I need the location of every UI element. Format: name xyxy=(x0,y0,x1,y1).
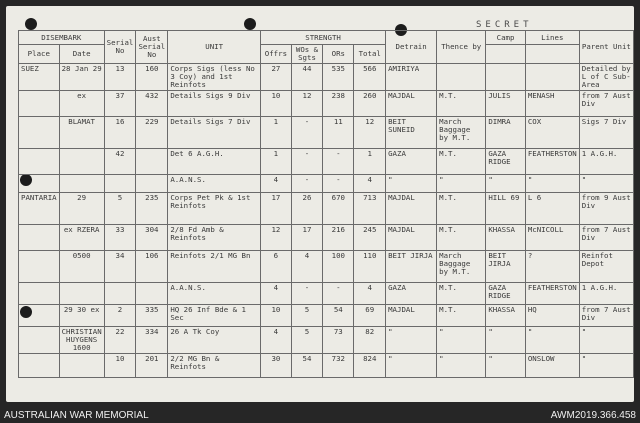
cell-offrs: 1 xyxy=(261,117,292,149)
cell-lines: HQ xyxy=(525,305,579,327)
cell-wos: 5 xyxy=(291,327,322,354)
cell-serial: 5 xyxy=(104,193,136,225)
cell-camp: JULIS xyxy=(486,91,526,117)
cell-date xyxy=(59,149,104,175)
cell-offrs: 10 xyxy=(261,305,292,327)
cell-thence: M.T. xyxy=(437,305,486,327)
cell-serial: 34 xyxy=(104,251,136,283)
movement-table xyxy=(18,30,634,378)
cell-parent: 1 A.G.H. xyxy=(579,283,633,305)
cell-place xyxy=(19,354,60,378)
cell-detrain: " xyxy=(386,175,437,193)
cell-thence: " xyxy=(437,175,486,193)
cell-aust xyxy=(136,149,168,175)
header-camp-spacer xyxy=(486,45,526,64)
footer-credit: AUSTRALIAN WAR MEMORIAL xyxy=(4,410,149,421)
cell-unit: Corps Sigs (less No 3 Coy) and 1st Reinfots xyxy=(168,64,261,91)
header-parent-unit: Parent Unit xyxy=(579,31,633,64)
cell-camp: DIMRA xyxy=(486,117,526,149)
header-unit: UNIT xyxy=(168,31,261,64)
cell-serial xyxy=(104,175,136,193)
table-row xyxy=(19,354,634,378)
header-date: Date xyxy=(59,45,104,64)
header-camp: Camp xyxy=(486,31,526,45)
cell-place xyxy=(19,225,60,251)
cell-place xyxy=(19,251,60,283)
cell-unit: HQ 26 Inf Bde & 1 Sec xyxy=(168,305,261,327)
cell-detrain: " xyxy=(386,354,437,378)
cell-ors: - xyxy=(323,175,354,193)
header-thence-by: Thence by xyxy=(437,31,486,64)
cell-lines: FEATHERSTON xyxy=(525,149,579,175)
table-row xyxy=(19,64,634,91)
cell-wos: 17 xyxy=(291,225,322,251)
cell-date: 0500 xyxy=(59,251,104,283)
cell-total: 4 xyxy=(354,175,386,193)
cell-camp: " xyxy=(486,354,526,378)
cell-place xyxy=(19,327,60,354)
cell-aust xyxy=(136,175,168,193)
table-row xyxy=(19,193,634,225)
cell-ors: 11 xyxy=(323,117,354,149)
cell-ors: 732 xyxy=(323,354,354,378)
table-row xyxy=(19,149,634,175)
cell-unit: Details Sigs 7 Div xyxy=(168,117,261,149)
header-detrain: Detrain xyxy=(386,31,437,64)
cell-lines: L 6 xyxy=(525,193,579,225)
cell-parent: from 9 Aust Div xyxy=(579,193,633,225)
cell-camp: GAZA RIDGE xyxy=(486,149,526,175)
secret-stamp: SECRET xyxy=(476,20,533,30)
cell-offrs: 30 xyxy=(261,354,292,378)
cell-unit: Reinfots 2/1 MG Bn xyxy=(168,251,261,283)
header-disembark: DISEMBARK xyxy=(19,31,105,45)
cell-date xyxy=(59,175,104,193)
cell-lines: " xyxy=(525,175,579,193)
cell-date: CHRISTIAN HUYGENS 1600 xyxy=(59,327,104,354)
cell-wos: 5 xyxy=(291,305,322,327)
cell-offrs: 12 xyxy=(261,225,292,251)
cell-lines: ONSLOW xyxy=(525,354,579,378)
cell-thence: M.T. xyxy=(437,225,486,251)
cell-thence: M.T. xyxy=(437,149,486,175)
cell-lines: ? xyxy=(525,251,579,283)
cell-ors: 73 xyxy=(323,327,354,354)
table-row xyxy=(19,327,634,354)
cell-lines xyxy=(525,64,579,91)
header-offrs: Offrs xyxy=(261,45,292,64)
cell-unit: A.A.N.S. xyxy=(168,175,261,193)
cell-camp: GAZA RIDGE xyxy=(486,283,526,305)
cell-place xyxy=(19,117,60,149)
cell-parent: Sigs 7 Div xyxy=(579,117,633,149)
cell-total: 1 xyxy=(354,149,386,175)
cell-detrain: MAJDAL xyxy=(386,225,437,251)
footer-accession: AWM2019.366.458 xyxy=(550,410,636,421)
cell-aust xyxy=(136,283,168,305)
cell-date: 28 Jan 29 xyxy=(59,64,104,91)
cell-place xyxy=(19,149,60,175)
cell-wos: - xyxy=(291,117,322,149)
cell-date: BLAMAT xyxy=(59,117,104,149)
table-row xyxy=(19,225,634,251)
cell-wos: - xyxy=(291,149,322,175)
cell-unit: 2/8 Fd Amb & Reinfots xyxy=(168,225,261,251)
cell-aust: 201 xyxy=(136,354,168,378)
cell-unit: 26 A Tk Coy xyxy=(168,327,261,354)
cell-parent: " xyxy=(579,175,633,193)
cell-detrain: MAJDAL xyxy=(386,91,437,117)
cell-unit: A.A.N.S. xyxy=(168,283,261,305)
cell-total: 110 xyxy=(354,251,386,283)
cell-thence: M.T. xyxy=(437,91,486,117)
cell-ors: - xyxy=(323,283,354,305)
table-row xyxy=(19,117,634,149)
header-strength: STRENGTH xyxy=(261,31,386,45)
cell-date: 29 30 ex xyxy=(59,305,104,327)
cell-serial: 42 xyxy=(104,149,136,175)
cell-wos: 26 xyxy=(291,193,322,225)
cell-aust: 229 xyxy=(136,117,168,149)
footer-bar xyxy=(0,408,640,423)
cell-thence: " xyxy=(437,354,486,378)
cell-detrain: GAZA xyxy=(386,283,437,305)
cell-thence: " xyxy=(437,327,486,354)
cell-ors: 238 xyxy=(323,91,354,117)
cell-aust: 304 xyxy=(136,225,168,251)
header-lines-spacer xyxy=(525,45,579,64)
table-row xyxy=(19,175,634,193)
cell-serial: 22 xyxy=(104,327,136,354)
cell-offrs: 6 xyxy=(261,251,292,283)
cell-serial: 33 xyxy=(104,225,136,251)
cell-aust: 335 xyxy=(136,305,168,327)
cell-place xyxy=(19,283,60,305)
cell-detrain: GAZA xyxy=(386,149,437,175)
cell-ors: 535 xyxy=(323,64,354,91)
cell-lines: COX xyxy=(525,117,579,149)
cell-parent: from 7 Aust Div xyxy=(579,225,633,251)
cell-place xyxy=(19,91,60,117)
cell-lines: McNICOLL xyxy=(525,225,579,251)
cell-aust: 235 xyxy=(136,193,168,225)
cell-parent: from 7 Aust Div xyxy=(579,91,633,117)
cell-serial: 10 xyxy=(104,354,136,378)
cell-lines: " xyxy=(525,327,579,354)
cell-wos: - xyxy=(291,283,322,305)
cell-ors: 670 xyxy=(323,193,354,225)
cell-aust: 334 xyxy=(136,327,168,354)
table-row xyxy=(19,283,634,305)
cell-date: ex RZERA xyxy=(59,225,104,251)
cell-total: 713 xyxy=(354,193,386,225)
cell-camp: " xyxy=(486,327,526,354)
cell-parent: 1 A.G.H. xyxy=(579,149,633,175)
cell-total: 260 xyxy=(354,91,386,117)
cell-unit: Details Sigs 9 Div xyxy=(168,91,261,117)
cell-ors: - xyxy=(323,149,354,175)
cell-detrain: AMIRIYA xyxy=(386,64,437,91)
cell-place: PANTARIA xyxy=(19,193,60,225)
cell-parent: Detailed by L of C Sub-Area xyxy=(579,64,633,91)
cell-camp: KHASSA xyxy=(486,305,526,327)
cell-camp: HILL 69 xyxy=(486,193,526,225)
punch-hole xyxy=(25,18,37,30)
cell-camp: " xyxy=(486,175,526,193)
cell-unit: 2/2 MG Bn & Reinfots xyxy=(168,354,261,378)
cell-detrain: MAJDAL xyxy=(386,305,437,327)
cell-offrs: 17 xyxy=(261,193,292,225)
cell-total: 69 xyxy=(354,305,386,327)
cell-detrain: BEIT SUNEID xyxy=(386,117,437,149)
cell-parent: from 7 Aust Div xyxy=(579,305,633,327)
cell-thence xyxy=(437,64,486,91)
cell-serial: 2 xyxy=(104,305,136,327)
table-row xyxy=(19,91,634,117)
cell-ors: 216 xyxy=(323,225,354,251)
cell-offrs: 4 xyxy=(261,175,292,193)
cell-wos: - xyxy=(291,175,322,193)
cell-serial: 37 xyxy=(104,91,136,117)
cell-ors: 100 xyxy=(323,251,354,283)
cell-detrain: " xyxy=(386,327,437,354)
cell-total: 824 xyxy=(354,354,386,378)
cell-thence: March Baggage by M.T. xyxy=(437,117,486,149)
cell-date: 29 xyxy=(59,193,104,225)
cell-camp: BEIT JIRJA xyxy=(486,251,526,283)
header-total: Total xyxy=(354,45,386,64)
cell-date xyxy=(59,283,104,305)
cell-thence: M.T. xyxy=(437,283,486,305)
cell-total: 12 xyxy=(354,117,386,149)
cell-ors: 54 xyxy=(323,305,354,327)
cell-offrs: 4 xyxy=(261,327,292,354)
cell-serial xyxy=(104,283,136,305)
cell-aust: 432 xyxy=(136,91,168,117)
cell-unit: Det 6 A.G.H. xyxy=(168,149,261,175)
cell-offrs: 1 xyxy=(261,149,292,175)
cell-aust: 160 xyxy=(136,64,168,91)
document-sheet xyxy=(6,6,634,402)
cell-parent: " xyxy=(579,327,633,354)
punch-hole xyxy=(244,18,256,30)
cell-total: 245 xyxy=(354,225,386,251)
cell-total: 566 xyxy=(354,64,386,91)
cell-date xyxy=(59,354,104,378)
cell-offrs: 4 xyxy=(261,283,292,305)
header-serial: Serial No xyxy=(104,31,136,64)
cell-parent: Reinfot Depot xyxy=(579,251,633,283)
header-ors: ORs xyxy=(323,45,354,64)
cell-aust: 106 xyxy=(136,251,168,283)
header-aust-serial: Aust Serial No xyxy=(136,31,168,64)
cell-wos: 12 xyxy=(291,91,322,117)
header-lines: Lines xyxy=(525,31,579,45)
cell-camp xyxy=(486,64,526,91)
cell-total: 82 xyxy=(354,327,386,354)
cell-lines: FEATHERSTON xyxy=(525,283,579,305)
table-row xyxy=(19,251,634,283)
header-place: Place xyxy=(19,45,60,64)
cell-place xyxy=(19,175,60,193)
cell-wos: 4 xyxy=(291,251,322,283)
table-body xyxy=(19,64,634,378)
cell-offrs: 10 xyxy=(261,91,292,117)
cell-thence: March Baggage by M.T. xyxy=(437,251,486,283)
cell-place: SUEZ xyxy=(19,64,60,91)
header-wos-sgts: WOs & Sgts xyxy=(291,45,322,64)
cell-serial: 16 xyxy=(104,117,136,149)
cell-total: 4 xyxy=(354,283,386,305)
cell-lines: MENASH xyxy=(525,91,579,117)
cell-date: ex xyxy=(59,91,104,117)
cell-wos: 44 xyxy=(291,64,322,91)
table-row xyxy=(19,305,634,327)
cell-parent: " xyxy=(579,354,633,378)
cell-unit: Corps Pet Pk & 1st Reinfots xyxy=(168,193,261,225)
cell-offrs: 27 xyxy=(261,64,292,91)
cell-thence: M.T. xyxy=(437,193,486,225)
cell-detrain: MAJDAL xyxy=(386,193,437,225)
cell-wos: 54 xyxy=(291,354,322,378)
cell-camp: KHASSA xyxy=(486,225,526,251)
cell-detrain: BEIT JIRJA xyxy=(386,251,437,283)
cell-place xyxy=(19,305,60,327)
cell-serial: 13 xyxy=(104,64,136,91)
